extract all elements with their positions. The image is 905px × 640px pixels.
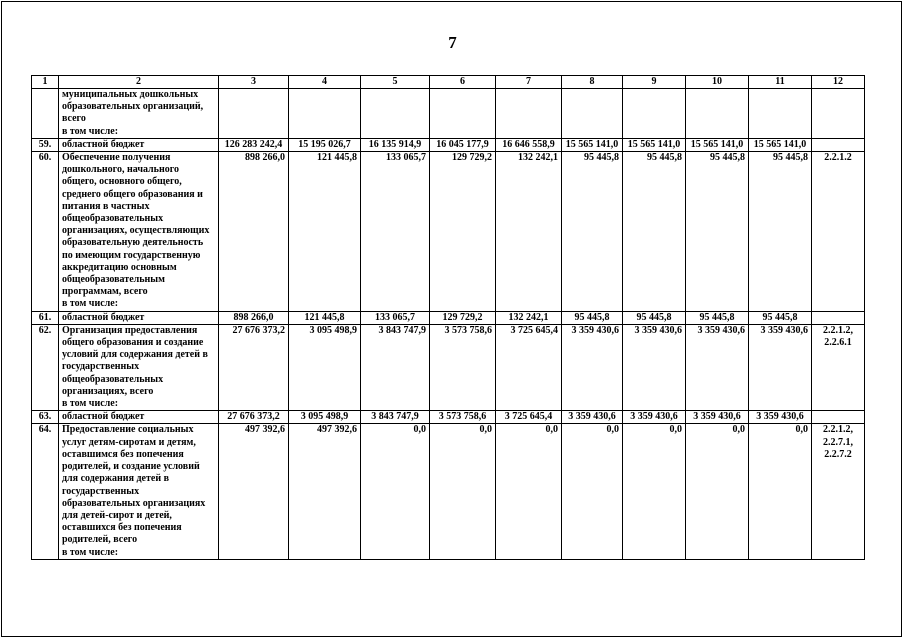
value-cell: 27 676 373,2: [219, 411, 289, 424]
row-reference: [812, 311, 865, 324]
value-cell: 121 445,8: [289, 311, 361, 324]
value-cell: 3 359 430,6: [562, 411, 623, 424]
row-reference: [812, 138, 865, 151]
value-cell: 126 283 242,4: [219, 138, 289, 151]
row-reference: [812, 324, 865, 410]
value-cell: [623, 89, 686, 139]
row-name-line: дошкольного, начального: [62, 164, 179, 176]
value-cell: 95 445,8: [623, 152, 686, 312]
value-cell: 3 359 430,6: [686, 324, 749, 410]
column-header: 4: [289, 76, 361, 89]
row-name-line: общего, основного общего,: [62, 176, 182, 188]
table-row: [32, 411, 865, 424]
row-name-line: государственных: [62, 485, 140, 497]
row-name-line: Обеспечение получения: [62, 152, 171, 164]
value-cell: [562, 89, 623, 139]
value-cell: 16 045 177,9: [430, 138, 496, 151]
column-header: 9: [623, 76, 686, 89]
value-cell: [361, 89, 430, 139]
row-name-line: родителей, всего: [62, 534, 138, 546]
value-cell: 133 065,7: [361, 311, 430, 324]
row-name-line: для содержания детей в: [62, 473, 169, 485]
row-reference-line: 2.2.6.1: [824, 337, 852, 349]
value-cell: 121 445,8: [289, 152, 361, 312]
column-header: 10: [686, 76, 749, 89]
table-row: [32, 424, 865, 559]
value-cell: [219, 89, 289, 139]
row-name-line: областной бюджет: [62, 411, 145, 423]
row-name: [59, 89, 219, 139]
row-name: [59, 311, 219, 324]
value-cell: 3 359 430,6: [686, 411, 749, 424]
row-code: 63.: [32, 411, 59, 424]
value-cell: [430, 89, 496, 139]
column-header: 8: [562, 76, 623, 89]
value-cell: 0,0: [749, 424, 812, 559]
row-name-line: оставшихся без попечения: [62, 522, 182, 534]
row-name-line: в том числе:: [62, 546, 119, 558]
value-cell: 15 565 141,0: [749, 138, 812, 151]
value-cell: 3 359 430,6: [623, 411, 686, 424]
row-reference: [812, 424, 865, 559]
value-cell: 15 195 026,7: [289, 138, 361, 151]
page-number: 7: [448, 33, 457, 52]
row-name-line: организациях, всего: [62, 385, 154, 397]
row-name-line: услуг детям-сиротам и детям,: [62, 436, 196, 448]
value-cell: 95 445,8: [686, 311, 749, 324]
column-header: 11: [749, 76, 812, 89]
value-cell: 0,0: [686, 424, 749, 559]
row-name-line: образовательных организациях: [62, 497, 206, 509]
value-cell: [686, 89, 749, 139]
value-cell: 3 843 747,9: [361, 411, 430, 424]
row-name-line: областной бюджет: [62, 311, 145, 323]
value-cell: 15 565 141,0: [623, 138, 686, 151]
value-cell: 3 095 498,9: [289, 324, 361, 410]
row-name-line: Организация предоставления: [62, 324, 198, 336]
row-reference: [812, 152, 865, 312]
row-code: [32, 89, 59, 139]
row-name: [59, 138, 219, 151]
row-reference-line: 2.2.1.2,: [823, 324, 853, 336]
value-cell: 3 359 430,6: [749, 411, 812, 424]
row-name-line: образовательных организаций,: [62, 101, 204, 113]
row-name-line: общеобразовательных: [62, 373, 164, 385]
value-cell: [289, 89, 361, 139]
row-name-line: оставшимся без попечения: [62, 448, 184, 460]
row-code: 61.: [32, 311, 59, 324]
row-name-line: образовательную деятельность: [62, 237, 204, 249]
value-cell: 497 392,6: [219, 424, 289, 559]
value-cell: 129 729,2: [430, 311, 496, 324]
row-reference: [812, 89, 865, 139]
row-reference-line: 2.2.7.2: [824, 448, 852, 460]
row-name-line: среднего общего образования и: [62, 188, 203, 200]
value-cell: 3 725 645,4: [496, 324, 562, 410]
row-reference-line: 2.2.7.1,: [823, 436, 853, 448]
value-cell: [749, 89, 812, 139]
value-cell: 898 266,0: [219, 311, 289, 324]
value-cell: 497 392,6: [289, 424, 361, 559]
row-code: 62.: [32, 324, 59, 410]
column-header: 2: [59, 76, 219, 89]
row-name: [59, 424, 219, 559]
row-name-line: муниципальных дошкольных: [62, 89, 199, 100]
table-row: [32, 311, 865, 324]
value-cell: 129 729,2: [430, 152, 496, 312]
value-cell: 0,0: [361, 424, 430, 559]
table-row: [32, 138, 865, 151]
table-row: [32, 324, 865, 410]
column-header: 5: [361, 76, 430, 89]
row-name-line: областной бюджет: [62, 138, 145, 150]
value-cell: 0,0: [496, 424, 562, 559]
row-name-line: в том числе:: [62, 298, 119, 310]
row-name-line: аккредитацию основным: [62, 261, 177, 273]
row-name-line: в том числе:: [62, 398, 119, 410]
value-cell: 0,0: [623, 424, 686, 559]
value-cell: 16 135 914,9: [361, 138, 430, 151]
row-name-line: условий для содержания детей в: [62, 349, 208, 361]
budget-table: [31, 75, 865, 560]
row-code: 60.: [32, 152, 59, 312]
row-name: [59, 324, 219, 410]
value-cell: 898 266,0: [219, 152, 289, 312]
row-name-line: общеобразовательным: [62, 274, 165, 286]
row-name-line: государственных: [62, 361, 140, 373]
row-name-line: для детей-сирот и детей,: [62, 509, 172, 521]
row-name: [59, 411, 219, 424]
value-cell: 3 359 430,6: [562, 324, 623, 410]
value-cell: 95 445,8: [562, 311, 623, 324]
column-header: 6: [430, 76, 496, 89]
value-cell: 3 095 498,9: [289, 411, 361, 424]
column-number-row: [32, 76, 865, 89]
value-cell: 132 242,1: [496, 152, 562, 312]
row-name: [59, 152, 219, 312]
value-cell: 15 565 141,0: [562, 138, 623, 151]
column-header: 7: [496, 76, 562, 89]
row-name-line: общеобразовательных: [62, 213, 164, 225]
value-cell: [496, 89, 562, 139]
row-name-line: родителей, и создание условий: [62, 461, 200, 473]
value-cell: 15 565 141,0: [686, 138, 749, 151]
value-cell: 132 242,1: [496, 311, 562, 324]
row-name-line: всего: [62, 113, 86, 125]
row-name-line: питания в частных: [62, 200, 150, 212]
value-cell: 95 445,8: [623, 311, 686, 324]
value-cell: 16 646 558,9: [496, 138, 562, 151]
value-cell: 95 445,8: [562, 152, 623, 312]
row-reference-line: 2.2.1.2: [824, 152, 852, 164]
row-name-line: в том числе:: [62, 125, 119, 137]
value-cell: 3 573 758,6: [430, 324, 496, 410]
value-cell: 95 445,8: [749, 152, 812, 312]
row-name-line: общего образования и создание: [62, 337, 204, 349]
value-cell: 95 445,8: [749, 311, 812, 324]
value-cell: 3 359 430,6: [749, 324, 812, 410]
row-reference-line: 2.2.1.2,: [823, 424, 853, 436]
row-name-line: организациях, осуществляющих: [62, 225, 210, 237]
row-reference: [812, 411, 865, 424]
value-cell: 0,0: [562, 424, 623, 559]
column-header: 3: [219, 76, 289, 89]
value-cell: 27 676 373,2: [219, 324, 289, 410]
value-cell: 3 725 645,4: [496, 411, 562, 424]
column-header: 1: [32, 76, 59, 89]
column-header: 12: [812, 76, 865, 89]
row-name-line: Предоставление социальных: [62, 424, 194, 436]
row-name-line: по имеющим государственную: [62, 249, 201, 261]
table-row: [32, 89, 865, 139]
row-name-line: программам, всего: [62, 286, 148, 298]
value-cell: 3 843 747,9: [361, 324, 430, 410]
table-row: [32, 152, 865, 312]
row-code: 59.: [32, 138, 59, 151]
value-cell: 0,0: [430, 424, 496, 559]
value-cell: 133 065,7: [361, 152, 430, 312]
value-cell: 3 359 430,6: [623, 324, 686, 410]
value-cell: 3 573 758,6: [430, 411, 496, 424]
row-code: 64.: [32, 424, 59, 559]
value-cell: 95 445,8: [686, 152, 749, 312]
